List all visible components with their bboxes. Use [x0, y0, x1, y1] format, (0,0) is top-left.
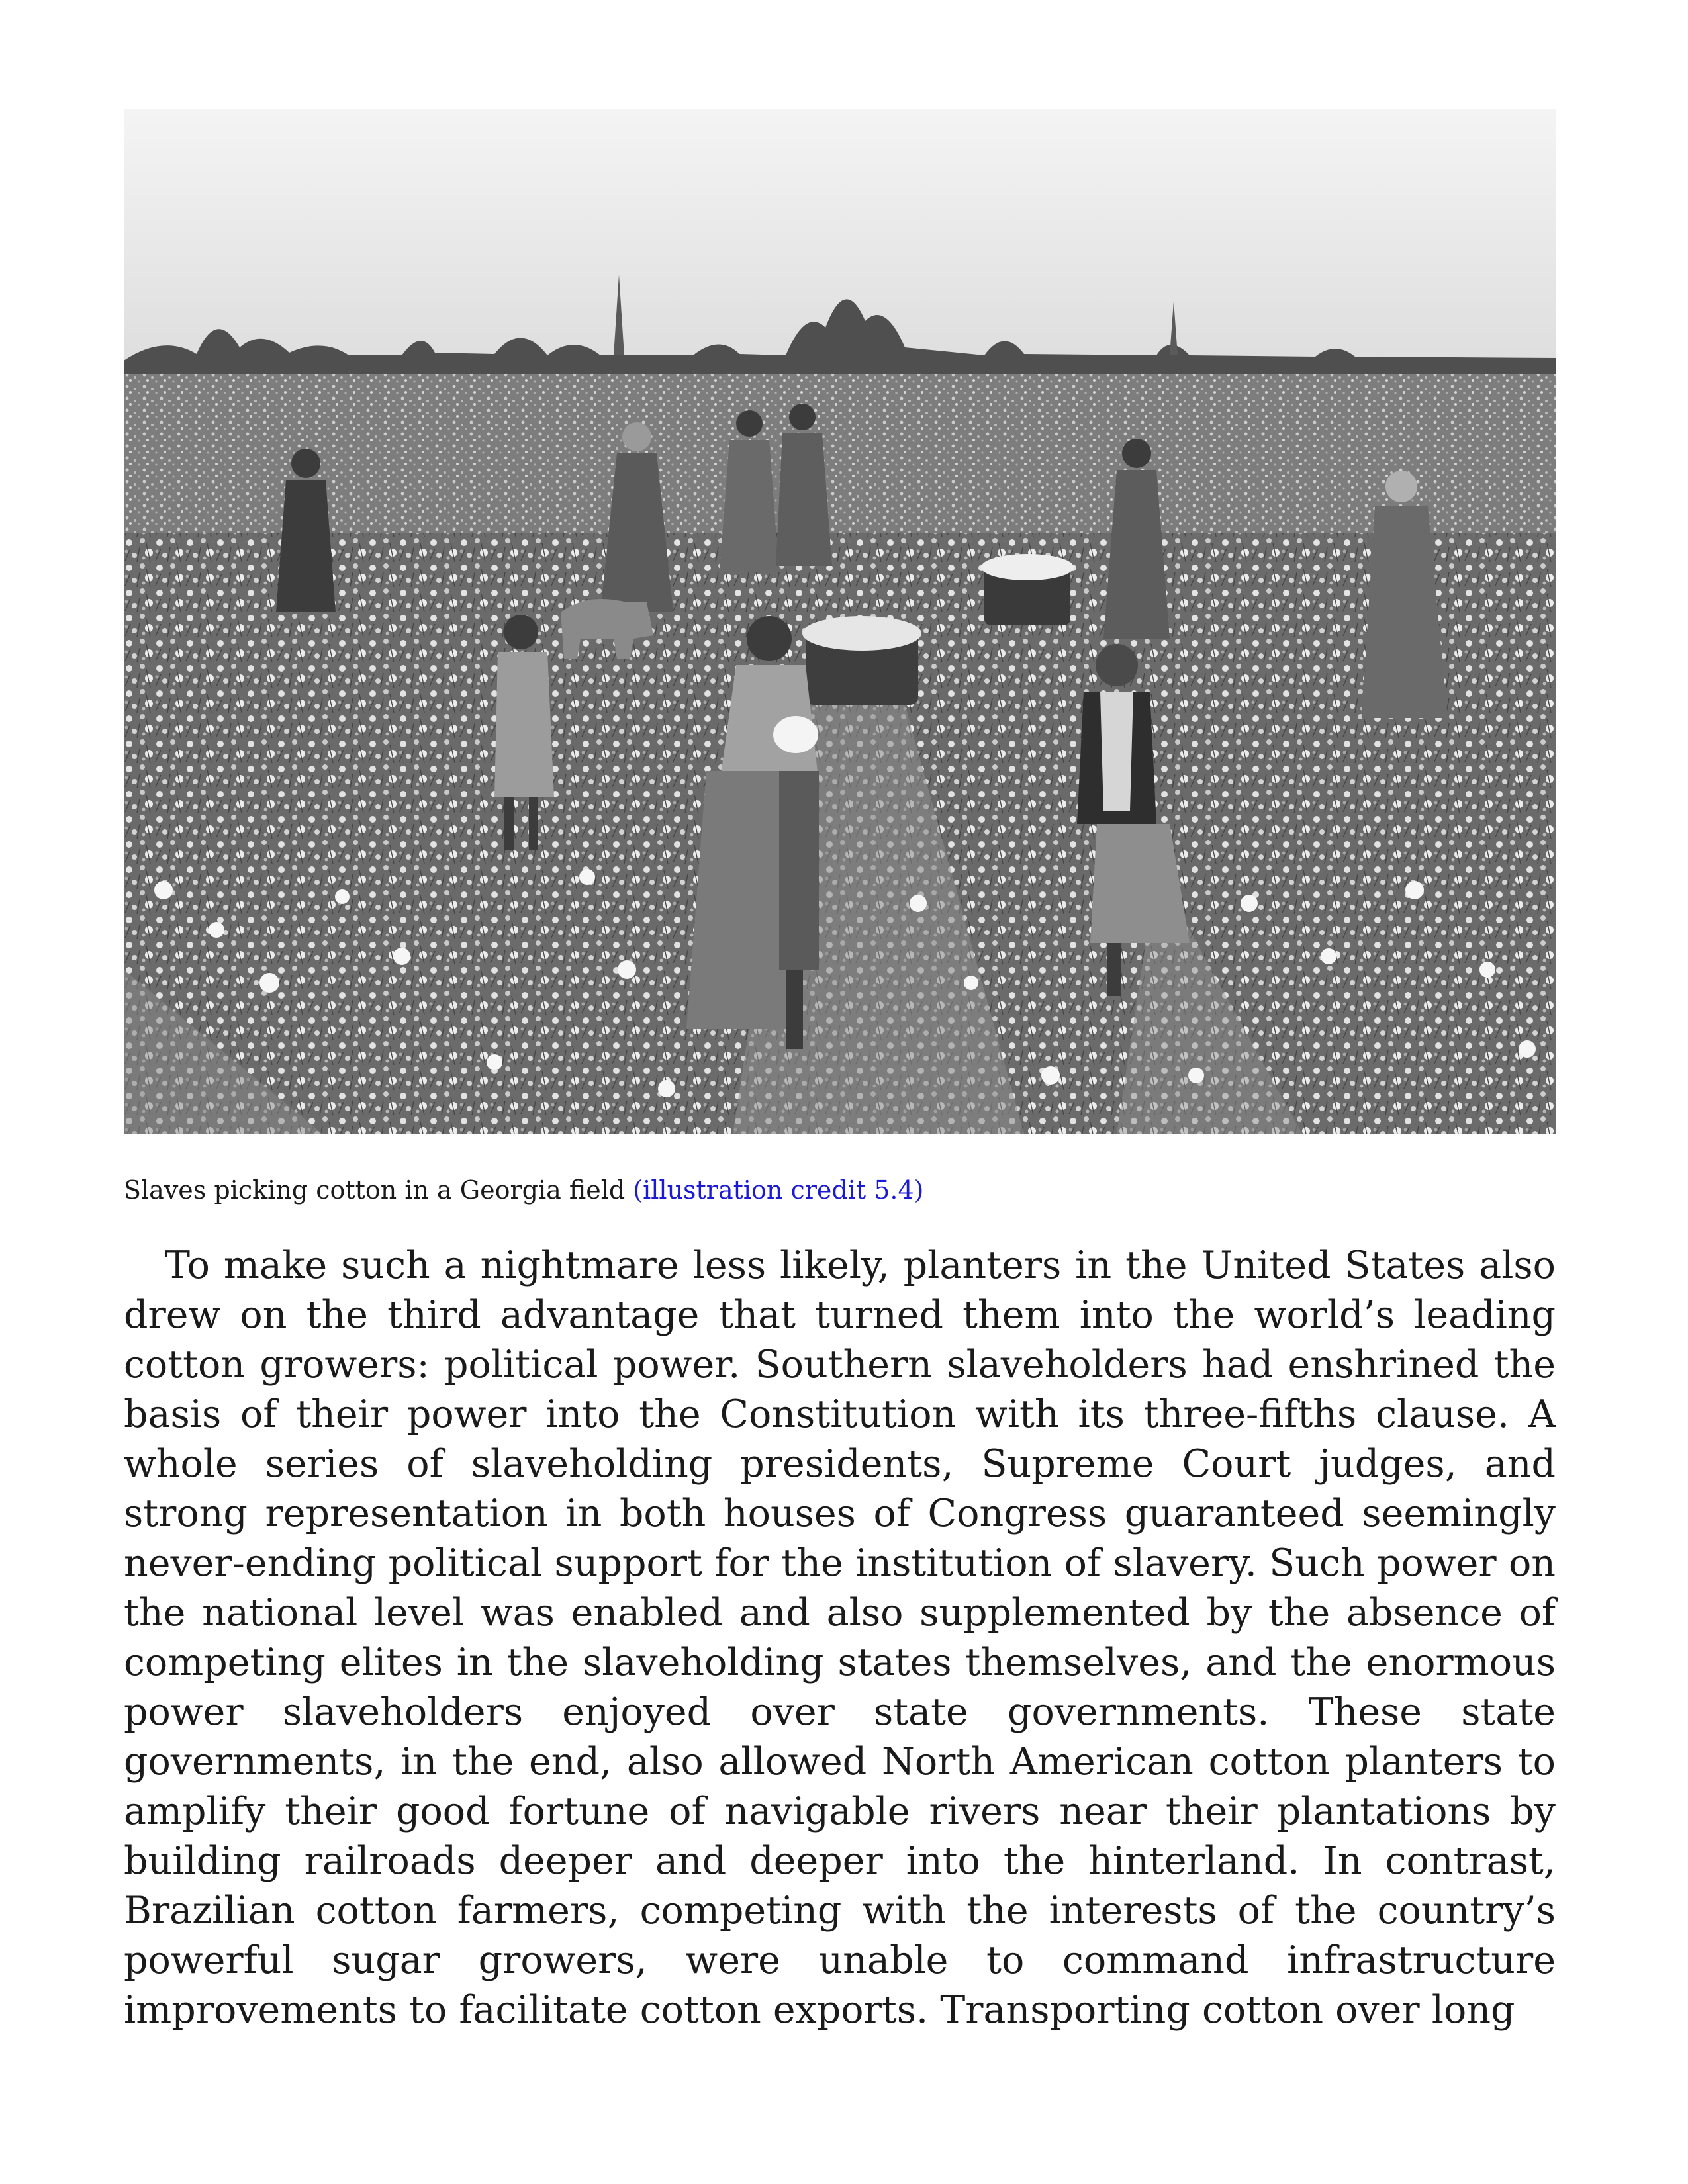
body-paragraph: To make such a nightmare less likely, planters in the United States also drew on the third advantage that turned them into the world’s leading cotton growers: political power. Southern slaveholders had enshrined the basis of their power into the Constitution with its three-fifths clause. A whole series of slaveholding presidents, Supreme Court judges, and strong representation in both houses of Congress guaranteed seemingly never-ending political support for the institution of slavery. Such power on the national level was enabled and also supplemented by the absence of competing elites in the slaveholding states themselves, and the enormous power slaveholders enjoyed over state governments. These state governments, in the end, also allowed North American cotton planters to amplify their good fortune of navigable rivers near their plantations by building railroads deeper and deeper into the hinterland. In contrast, Brazilian cotton farmers, competing with the interests of the country’s powerful sugar growers, were unable to command infrastructure improvements to facilitate cotton exports. Transporting cotton over long [124, 1244, 1556, 2032]
cotton-field-photo [124, 109, 1556, 1134]
figure-caption [124, 1173, 1556, 1206]
caption-text: Slaves picking cotton in a Georgia field [124, 1175, 626, 1205]
page [124, 109, 1556, 2073]
photo-illustration [124, 109, 1556, 1134]
illustration-credit-link[interactable]: (illustration credit 5.4) [633, 1175, 924, 1205]
